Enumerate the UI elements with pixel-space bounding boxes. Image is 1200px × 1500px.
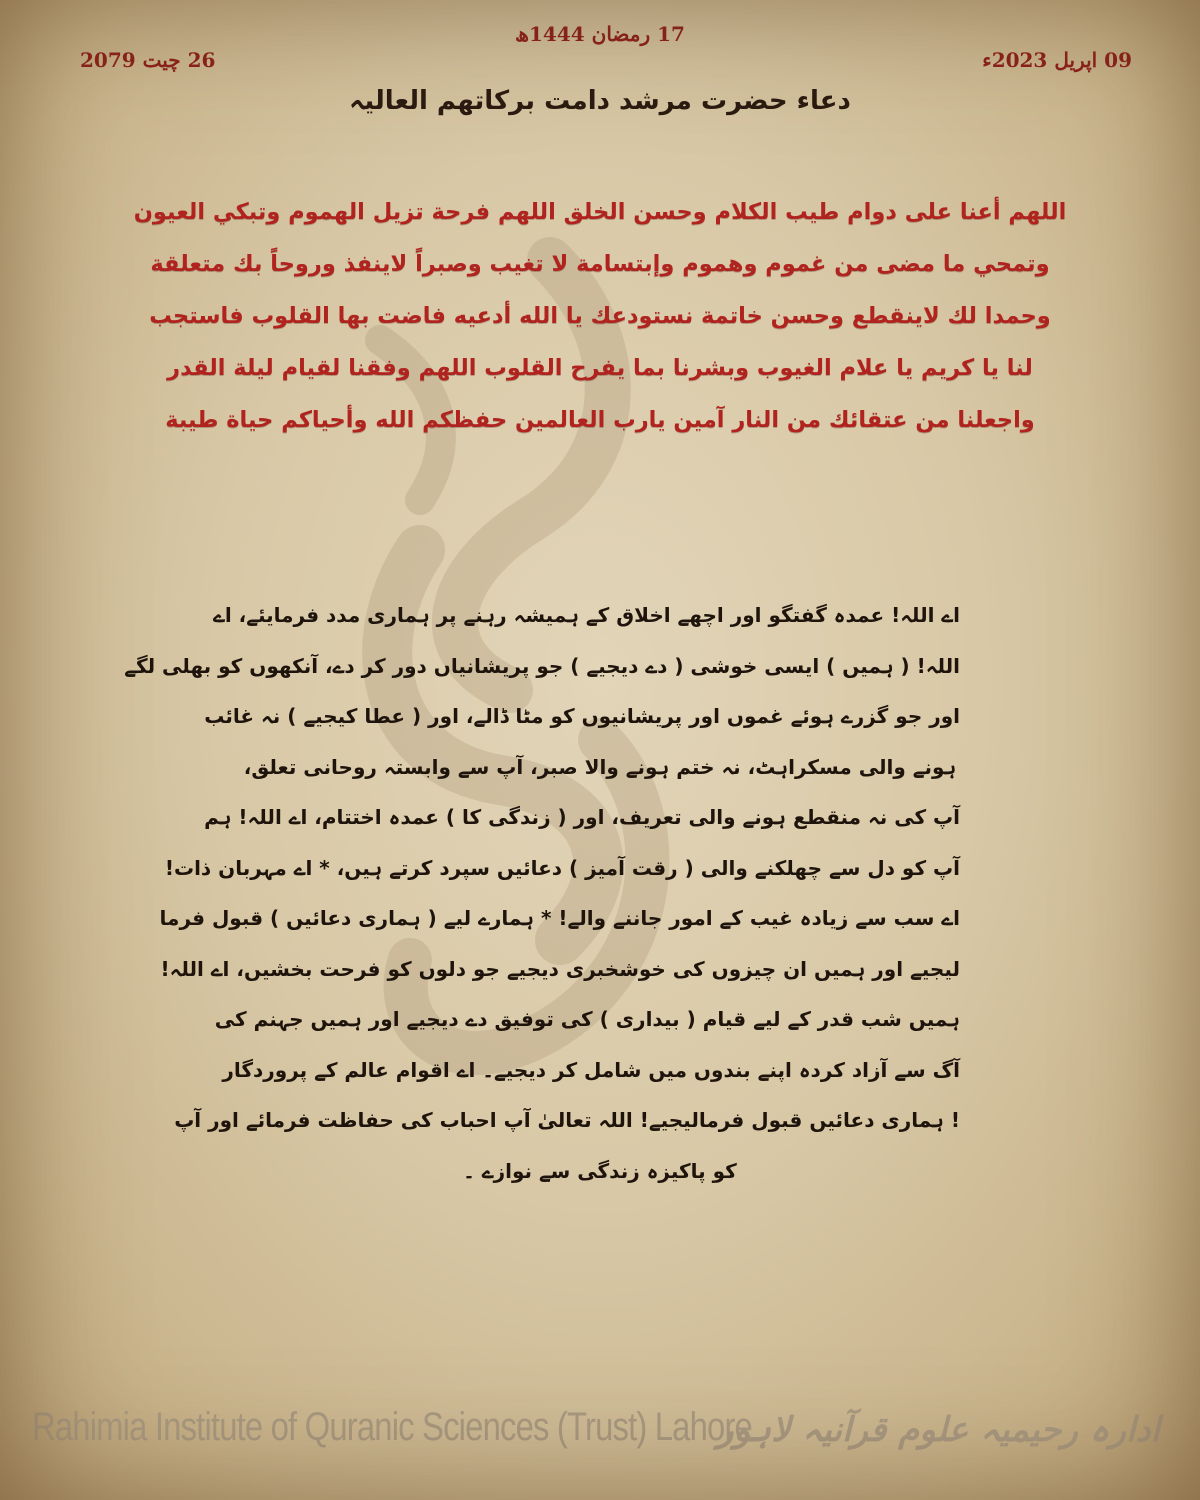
urdu-translation-text — [124, 590, 960, 1196]
urdu-line: اور جو گزرے ہوئے غموں اور پریشانیوں کو مٹا ڈالے، اور ( عطا کیجیے ) نہ غائب — [204, 704, 960, 728]
urdu-line: ہونے والی مسکراہٹ، نہ ختم ہونے والا صبر، آپ سے وابستہ روحانی تعلق، — [243, 754, 957, 779]
urdu-line: کو پاکیزہ زندگی سے نوازے ۔ — [463, 1158, 737, 1183]
institute-name-english: Rahimia Institute of Quranic Sciences (Trust) Lahore — [32, 1405, 752, 1449]
arabic-line: واجعلنا من عتقائك من النار آمين يارب العالمين حفظكم الله وأحياكم حياة طيبة — [165, 407, 1035, 433]
arabic-dua-text — [95, 186, 1105, 446]
gregorian-date: 09 اپریل 2023ء — [982, 48, 1132, 72]
urdu-line: ! ہماری دعائیں قبول فرمالیجیے! اللہ تعالیٰ آپ احباب کی حفاظت فرمائے اور آپ — [174, 1108, 960, 1132]
arabic-line: وحمدا لك لاينقطع وحسن خاتمة نستودعك يا الله أدعيه فاضت بها القلوب فاستجب — [149, 303, 1051, 329]
urdu-line: ہمیں شب قدر کے لیے قیام ( بیداری ) کی توفیق دے دیجیے اور ہمیں جہنم کی — [214, 1007, 960, 1031]
hijri-date: 17 رمضان 1444ھ — [515, 22, 685, 46]
page-title: دعاء حضرت مرشد دامت برکاتھم العالیہ — [349, 86, 851, 116]
urdu-line: اے اللہ! عمدہ گفتگو اور اچھے اخلاق کے ہمیشہ رہنے پر ہماری مدد فرمایئے، اے — [213, 603, 960, 627]
urdu-line: آپ کی نہ منقطع ہونے والی تعریف، اور ( زندگی کا ) عمدہ اختتام، اے اللہ! ہم — [204, 805, 960, 829]
urdu-line: لیجیے اور ہمیں ان چیزوں کی خوشخبری دیجیے جو دلوں کو فرحت بخشیں، اے اللہ! — [160, 956, 960, 981]
institute-logo-calligraphy: ادارہ رحیمیہ علوم قرآنیہ لاہور — [717, 1410, 1160, 1450]
urdu-line: اللہ! ( ہمیں ) ایسی خوشی ( دے دیجیے ) جو پریشانیاں دور کر دے، آنکھوں کو بھلی لگے — [124, 653, 960, 678]
arabic-line: اللهم أعنا على دوام طيب الكلام وحسن الخلق اللهم فرحة تزيل الهموم وتبكي العيون — [133, 199, 1067, 225]
urdu-line: آگ سے آزاد کردہ اپنے بندوں میں شامل کر دیجیے۔ اے اقوام عالم کے پروردگار — [222, 1057, 960, 1082]
urdu-line: آپ کو دل سے چھلکنے والی ( رقت آمیز ) دعائیں سپرد کرتے ہیں، * اے مہربان ذات! — [164, 855, 960, 880]
arabic-line: لنا يا كريم يا علام الغيوب وبشرنا بما يفرح القلوب اللهم وفقنا لقيام ليلة القدر — [167, 355, 1033, 381]
urdu-line: اے سب سے زیادہ غیب کے امور جاننے والے! * ہمارے لیے ( ہماری دعائیں ) قبول فرما — [159, 906, 960, 930]
arabic-line: وتمحي ما مضى من غموم وهموم وإبتسامة لا تغيب وصبراً لاينفذ وروحاً بك متعلقة — [150, 251, 1050, 277]
bikrami-date: 26 چیت 2079 — [80, 48, 216, 72]
